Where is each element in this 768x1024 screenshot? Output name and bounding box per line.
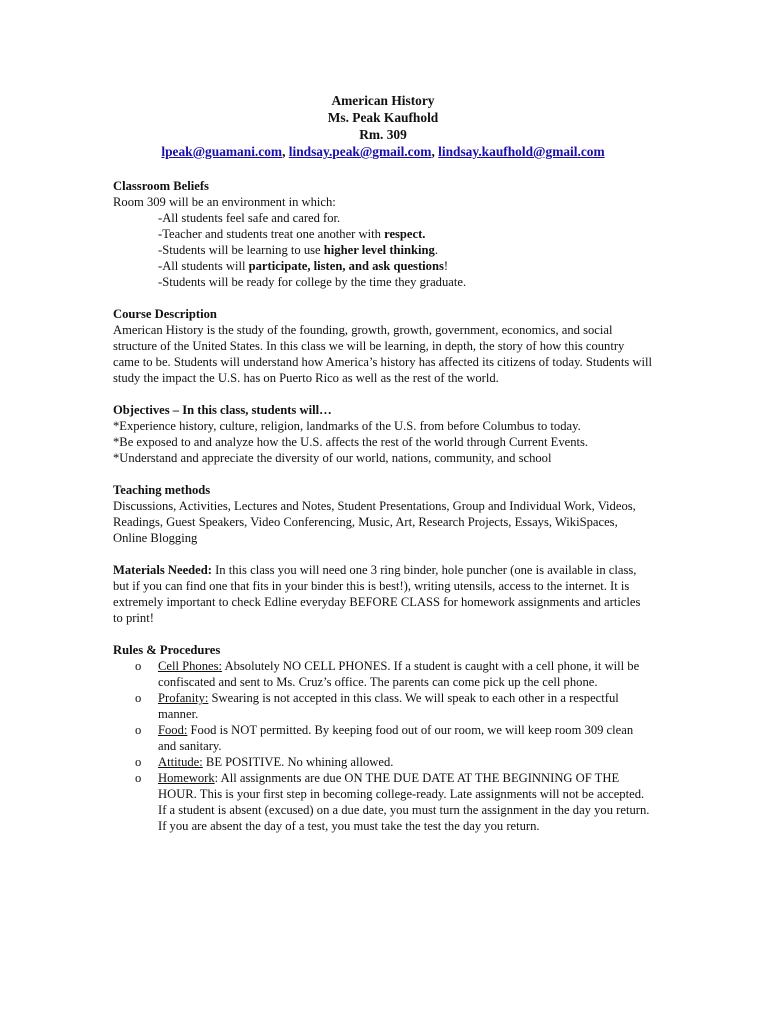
bullet-icon: o <box>135 755 142 769</box>
belief-item: -All students feel safe and cared for. <box>158 211 341 225</box>
rule-text: : All assignments are due ON THE DUE DATE AT THE BEGINNING OF THE HOUR. This is your first step in becoming college-ready. Late assignments will not be accepted. If a student is absent (excused) on a due date, you must turn the assignment in the day you return. If you are absent the day of a test, you must take the test the day you return. <box>158 771 650 833</box>
materials-heading: Materials Needed: <box>113 563 212 577</box>
room-number: Rm. 309 <box>359 127 407 142</box>
objective-item: *Experience history, culture, religion, landmarks of the U.S. from before Columbus to today. <box>113 419 581 433</box>
belief-item: -Students will be learning to use higher level thinking. <box>158 243 438 257</box>
teaching-methods-heading: Teaching methods <box>113 483 211 497</box>
rule-text: Swearing is not accepted in this class. We will speak to each other in a respectful manner. <box>158 691 619 721</box>
rule-label: Profanity: <box>158 691 209 705</box>
rule-item <box>113 690 653 722</box>
rule-item <box>113 754 653 770</box>
rule-label: Cell Phones: <box>158 659 223 673</box>
belief-item: -Students will be ready for college by the time they graduate. <box>158 275 467 289</box>
email-separator: , <box>431 144 439 159</box>
rule-label: Attitude: <box>158 755 203 769</box>
rules-list <box>113 658 653 834</box>
document-header <box>113 92 653 143</box>
rule-text: BE POSITIVE. No whining allowed. <box>202 755 394 769</box>
rule-label: Food: <box>158 723 188 737</box>
beliefs-intro: Room 309 will be an environment in which: <box>113 195 336 209</box>
email-separator: , <box>282 144 289 159</box>
rule-item <box>113 770 653 834</box>
course-description-heading: Course Description <box>113 307 217 321</box>
bullet-icon: o <box>135 771 142 785</box>
bullet-icon: o <box>135 691 142 705</box>
email-link-2[interactable]: lindsay.peak@gmail.com <box>288 144 432 159</box>
email-link-3[interactable]: lindsay.kaufhold@gmail.com <box>438 144 605 159</box>
bullet-icon: o <box>135 723 142 737</box>
materials-paragraph <box>113 562 653 626</box>
email-links <box>113 143 653 160</box>
objectives-heading: Objectives – In this class, students will… <box>113 403 332 417</box>
course-title: American History <box>331 93 435 108</box>
email-link-1[interactable]: lpeak@guamani.com <box>161 144 283 159</box>
teaching-methods-text: Discussions, Activities, Lectures and Notes, Student Presentations, Group and Individual Work, Videos, Readings, Guest Speakers, Video Conferencing, Music, Art, Research Projects, Essays, WikiSpaces, Online Blogging <box>113 499 636 545</box>
rules-heading: Rules & Procedures <box>113 643 221 657</box>
beliefs-heading: Classroom Beliefs <box>113 179 209 193</box>
belief-item: -All students will participate, listen, and ask questions! <box>158 259 449 273</box>
belief-item: -Teacher and students treat one another with respect. <box>158 227 426 241</box>
bullet-icon: o <box>135 659 142 673</box>
course-description-text: American History is the study of the founding, growth, growth, government, economics, and social structure of the United States. In this class we will be learning, in depth, the story of how this country came to be. Students will understand how America’s history has affected its citizens of today. Students will study the impact the U.S. has on Puerto Rico as well as the rest of the world. <box>113 323 652 385</box>
rule-text: Absolutely NO CELL PHONES. If a student is caught with a cell phone, it will be confiscated and sent to Ms. Cruz’s office. The parents can come pick up the cell phone. <box>158 659 640 689</box>
objective-item: *Be exposed to and analyze how the U.S. affects the rest of the world through Current Events. <box>113 435 589 449</box>
rule-label: Homework <box>158 771 215 785</box>
syllabus <box>113 92 653 834</box>
rule-item <box>113 658 653 690</box>
beliefs-list <box>113 210 653 290</box>
rule-item <box>113 722 653 754</box>
rule-text: Food is NOT permitted. By keeping food out of our room, we will keep room 309 clean and sanitary. <box>158 723 634 753</box>
teacher-name: Ms. Peak Kaufhold <box>327 110 439 125</box>
materials-text: In this class you will need one 3 ring binder, hole puncher (one is available in class, but if you can find one that fits in your binder this is best!), writing utensils, access to the internet. It is extremely important to check Edline everyday BEFORE CLASS for homework assignments and articles to print! <box>113 563 641 625</box>
objective-item: *Understand and appreciate the diversity of our world, nations, community, and school <box>113 451 552 465</box>
